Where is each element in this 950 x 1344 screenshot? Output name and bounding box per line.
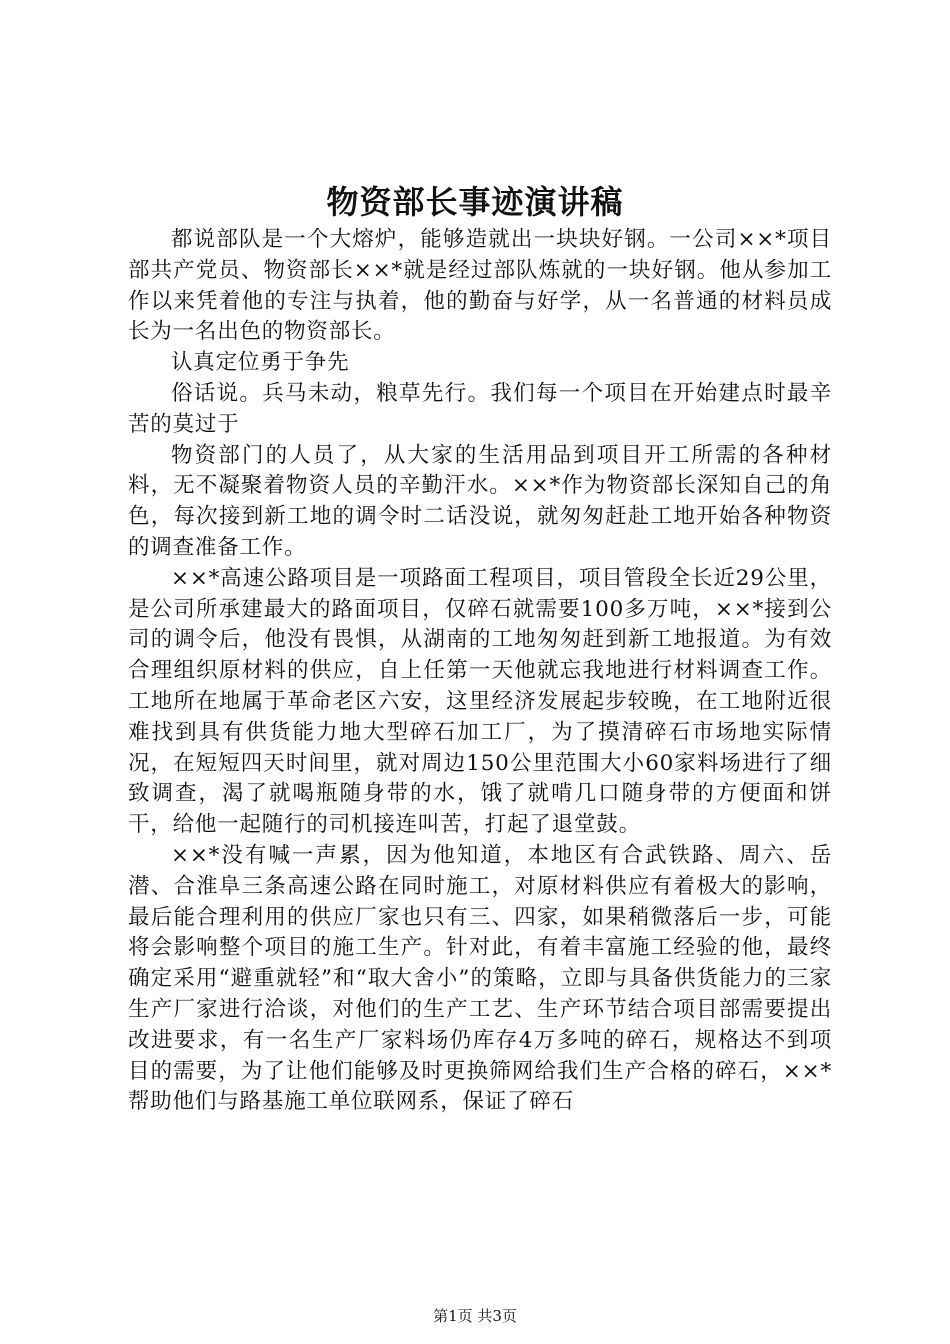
document-body [128,225,832,1118]
paragraph-strategy: ××*没有喊一声累，因为他知道，本地区有合武铁路、周六、岳潜、合淮阜三条高速公路在同时施工，对原材料供应有着极大的影响，最后能合理利用的供应厂家也只有三、四家，如果稍微落后一步，可能将会影响整个项目的施工生产。针对此，有着丰富施工经验的他，最终确定采用“避重就轻”和“取大舍小”的策略，立即与具备供货能力的三家生产厂家进行洽谈，对他们的生产工艺、生产环节结合项目部需要提出改进要求，有一名生产厂家料场仍库存4万多吨的碎石，规格达不到项目的需要，为了让他们能够及时更换筛网给我们生产合格的碎石，××*帮助他们与路基施工单位联网系，保证了碎石 [128,842,832,1115]
paragraph-intro: 都说部队是一个大熔炉，能够造就出一块块好钢。一公司××*项目部共产党员、物资部长××*就是经过部队炼就的一块好钢。他从参加工作以来凭着他的专注与执着，他的勤奋与好学，从一名普通的材料员成长为一名出色的物资部长。 [128,227,832,345]
paragraph-proverb: 俗话说。兵马未动，粮草先行。我们每一个项目在开始建点时最辛苦的莫过于 [128,380,832,437]
paragraph-materials: 物资部门的人员了，从大家的生活用品到项目开工所需的各种材料，无不凝聚着物资人员的辛勤汗水。××*作为物资部长深知自己的角色，每次接到新工地的调令时二话没说，就匆匆赶赴工地开始各种物资的调查准备工作。 [128,442,832,560]
paragraph-highway-project: ××*高速公路项目是一项路面工程项目，项目管段全长近29公里，是公司所承建最大的路面项目，仅碎石就需要100多万吨，××*接到公司的调令后，他没有畏惧，从湖南的工地匆匆赶到新工地报道。为有效合理组织原材料的供应，自上任第一天他就忘我地进行材料调查工作。工地所在地属于革命老区六安，这里经济发展起步较晚，在工地附近很难找到具有供货能力地大型碎石加工厂，为了摸清碎石市场地实际情况，在短短四天时间里，就对周边150公里范围大小60家料场进行了细致调查，渴了就喝瓶随身带的水，饿了就啃几口随身带的方便面和饼干，给他一起随行的司机接连叫苦，打起了退堂鼓。 [128,565,832,838]
document-title: 物资部长事迹演讲稿 [326,183,624,221]
section-heading: 认真定位勇于争先 [171,350,350,376]
page-number-footer: 第1页 共3页 [433,1307,517,1325]
